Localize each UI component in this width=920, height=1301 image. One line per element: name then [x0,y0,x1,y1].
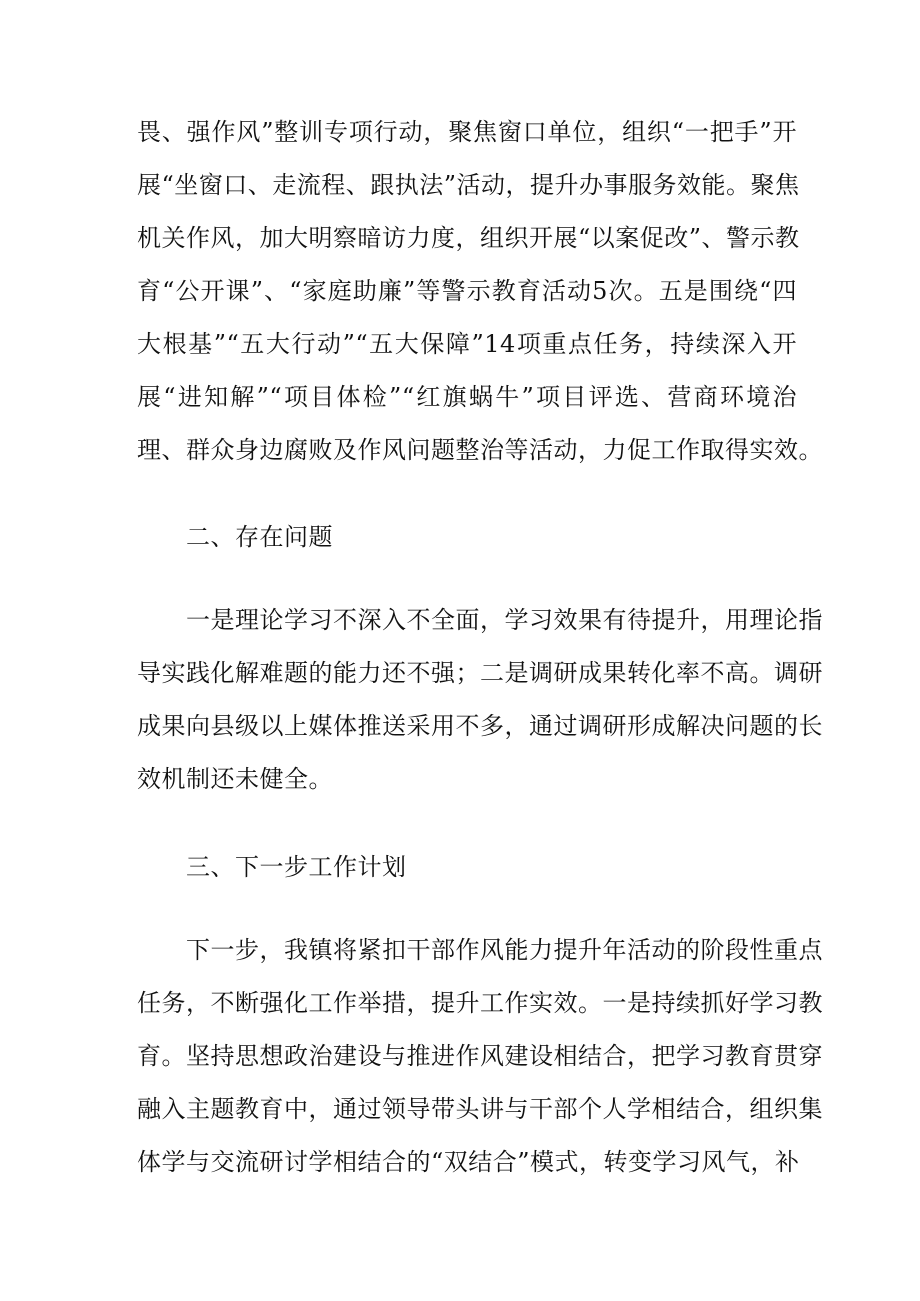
paragraph-line: 机关作风，加大明察暗访力度，组织开展“以案促改”、警示教 [137,224,800,252]
paragraph-line: 导实践化解难题的能力还不强；二是调研成果转化率不高。调研 [137,659,823,687]
paragraph-line: 育。坚持思想政治建设与推进作风建设相结合，把学习教育贯穿 [137,1042,823,1070]
section-heading-next-steps: 三、下一步工作计划 [186,853,407,881]
section-heading-problems: 二、存在问题 [186,523,333,551]
paragraph-line: 展“坐窗口、走流程、跟执法”活动，提升办事服务效能。聚焦 [137,171,800,199]
paragraph-line: 大根基”“五大行动”“五大保障”14项重点任务，持续深入开 [137,330,797,358]
paragraph-line: 展“进知解”“项目体检”“红旗蜗牛”项目评选、营商环境治 [137,383,797,411]
paragraph-line: 体学与交流研讨学相结合的“双结合”模式，转变学习风气，补 [137,1148,800,1176]
paragraph-line: 一是理论学习不深入不全面，学习效果有待提升，用理论指 [186,606,823,634]
paragraph-line: 育“公开课”、“家庭助廉”等警示教育活动5次。五是围绕“四 [137,277,797,305]
paragraph-line: 成果向县级以上媒体推送采用不多，通过调研形成解决问题的长 [137,712,823,740]
paragraph-line: 下一步，我镇将紧扣干部作风能力提升年活动的阶段性重点 [186,936,823,964]
paragraph-line: 融入主题教育中，通过领导带头讲与干部个人学相结合，组织集 [137,1095,823,1123]
paragraph-line: 理、群众身边腐败及作风问题整治等活动，力促工作取得实效。 [137,436,823,464]
paragraph-line: 任务，不断强化工作举措，提升工作实效。一是持续抓好学习教 [137,989,823,1017]
paragraph-line: 畏、强作风”整训专项行动，聚焦窗口单位，组织“一把手”开 [137,118,797,146]
paragraph-line: 效机制还未健全。 [137,765,333,793]
